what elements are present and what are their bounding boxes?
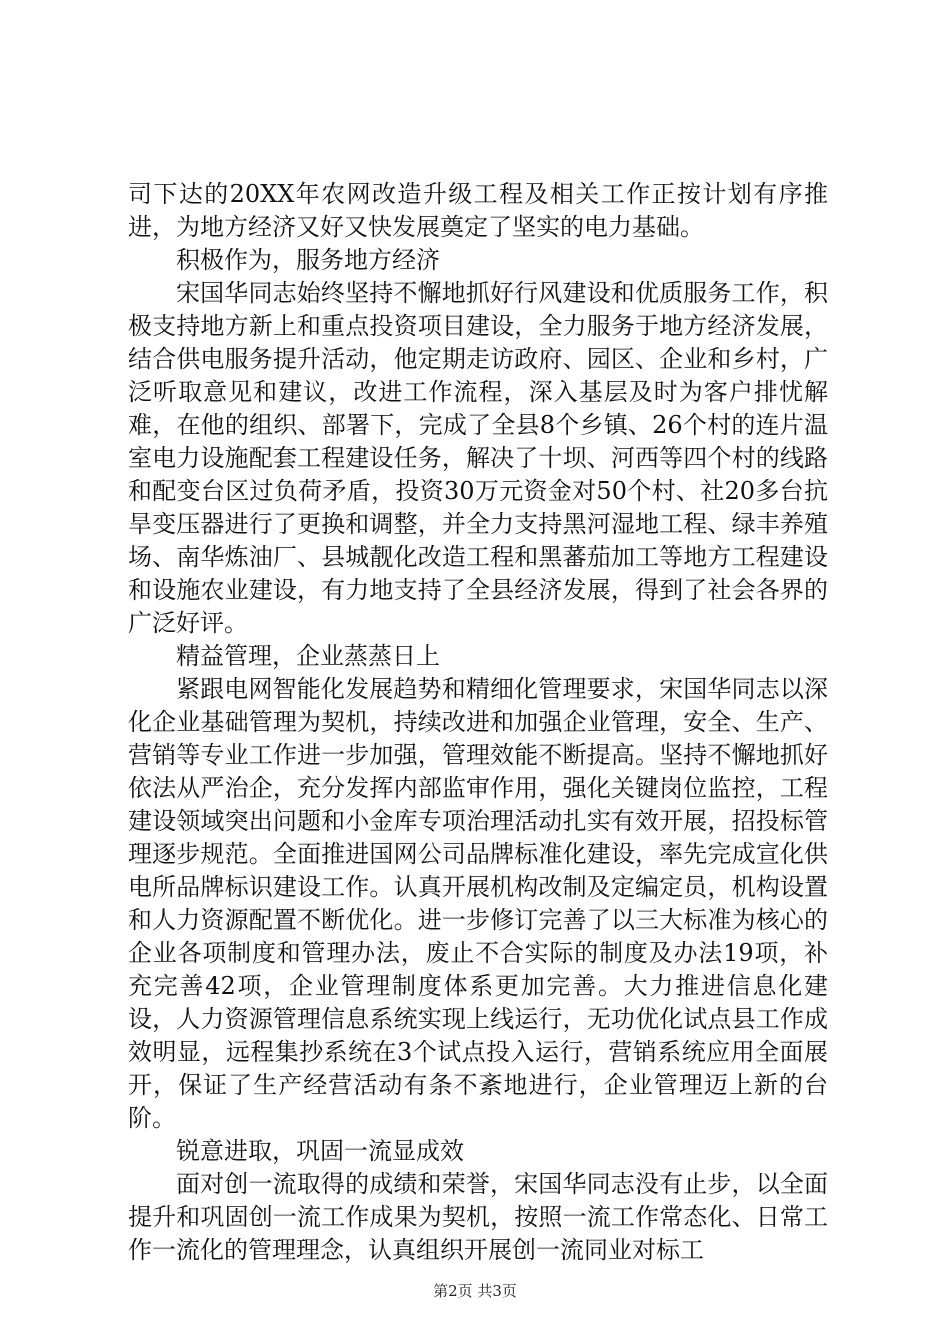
body-paragraph-service: 宋国华同志始终坚持不懈地抓好行风建设和优质服务工作，积极支持地方新上和重点投资项目建设，全力服务于地方经济发展，结合供电服务提升活动，他定期走访政府、园区、企业和乡村，广泛听取意见和建议，改进工作流程，深入基层及时为客户排忧解难，在他的组织、部署下，完成了全县8个乡镇、26个村的连片温室电力设施配套工程建设任务，解决了十坝、河西等四个村的线路和配变台区过负荷矛盾，投资30万元资金对50个村、社20多台抗旱变压器进行了更换和调整，并全力支持黑河湿地工程、绿丰养殖场、南华炼油厂、县城靓化改造工程和黑蕃茄加工等地方工程建设和设施农业建设，有力地支持了全县经济发展，得到了社会各界的广泛好评。 [128,279,828,637]
body-paragraph-progress: 面对创一流取得的成绩和荣誉，宋国华同志没有止步，以全面提升和巩固创一流工作成果为契机，按照一流工作常态化、日常工作一流化的管理理念，认真组织开展创一流同业对标工 [128,1170,828,1264]
page-number-footer: 第2页 共3页 [433,1282,517,1300]
body-paragraph-management: 紧跟电网智能化发展趋势和精细化管理要求，宋国华同志以深化企业基础管理为契机，持续改进和加强企业管理，安全、生产、营销等专业工作进一步加强，管理效能不断提高。坚持不懈地抓好依法从严治企，充分发挥内部监审作用，强化关键岗位监控，工程建设领域突出问题和小金库专项治理活动扎实有效开展，招投标管理逐步规范。全面推进国网公司品牌标准化建设，率先完成宣化供电所品牌标识建设工作。认真开展机构改制及定编定员，机构设置和人力资源配置不断优化。进一步修订完善了以三大标准为核心的企业各项制度和管理办法，废止不合实际的制度及办法19项，补充完善42项，企业管理制度体系更加完善。大力推进信息化建设，人力资源管理信息系统实现上线运行，无功优化试点县工作成效明显，远程集抄系统在3个试点投入运行，营销系统应用全面展开，保证了生产经营活动有条不紊地进行，企业管理迈上新的台阶。 [128,675,828,1132]
continuation-paragraph: 司下达的20XX年农网改造升级工程及相关工作正按计划有序推进，为地方经济又好又快发展奠定了坚实的电力基础。 [128,180,828,241]
section-heading-service: 积极作为，服务地方经济 [176,246,440,274]
document-body [128,178,828,1267]
section-heading-progress: 锐意进取，巩固一流显成效 [176,1137,464,1165]
section-heading-management: 精益管理，企业蒸蒸日上 [176,642,440,670]
